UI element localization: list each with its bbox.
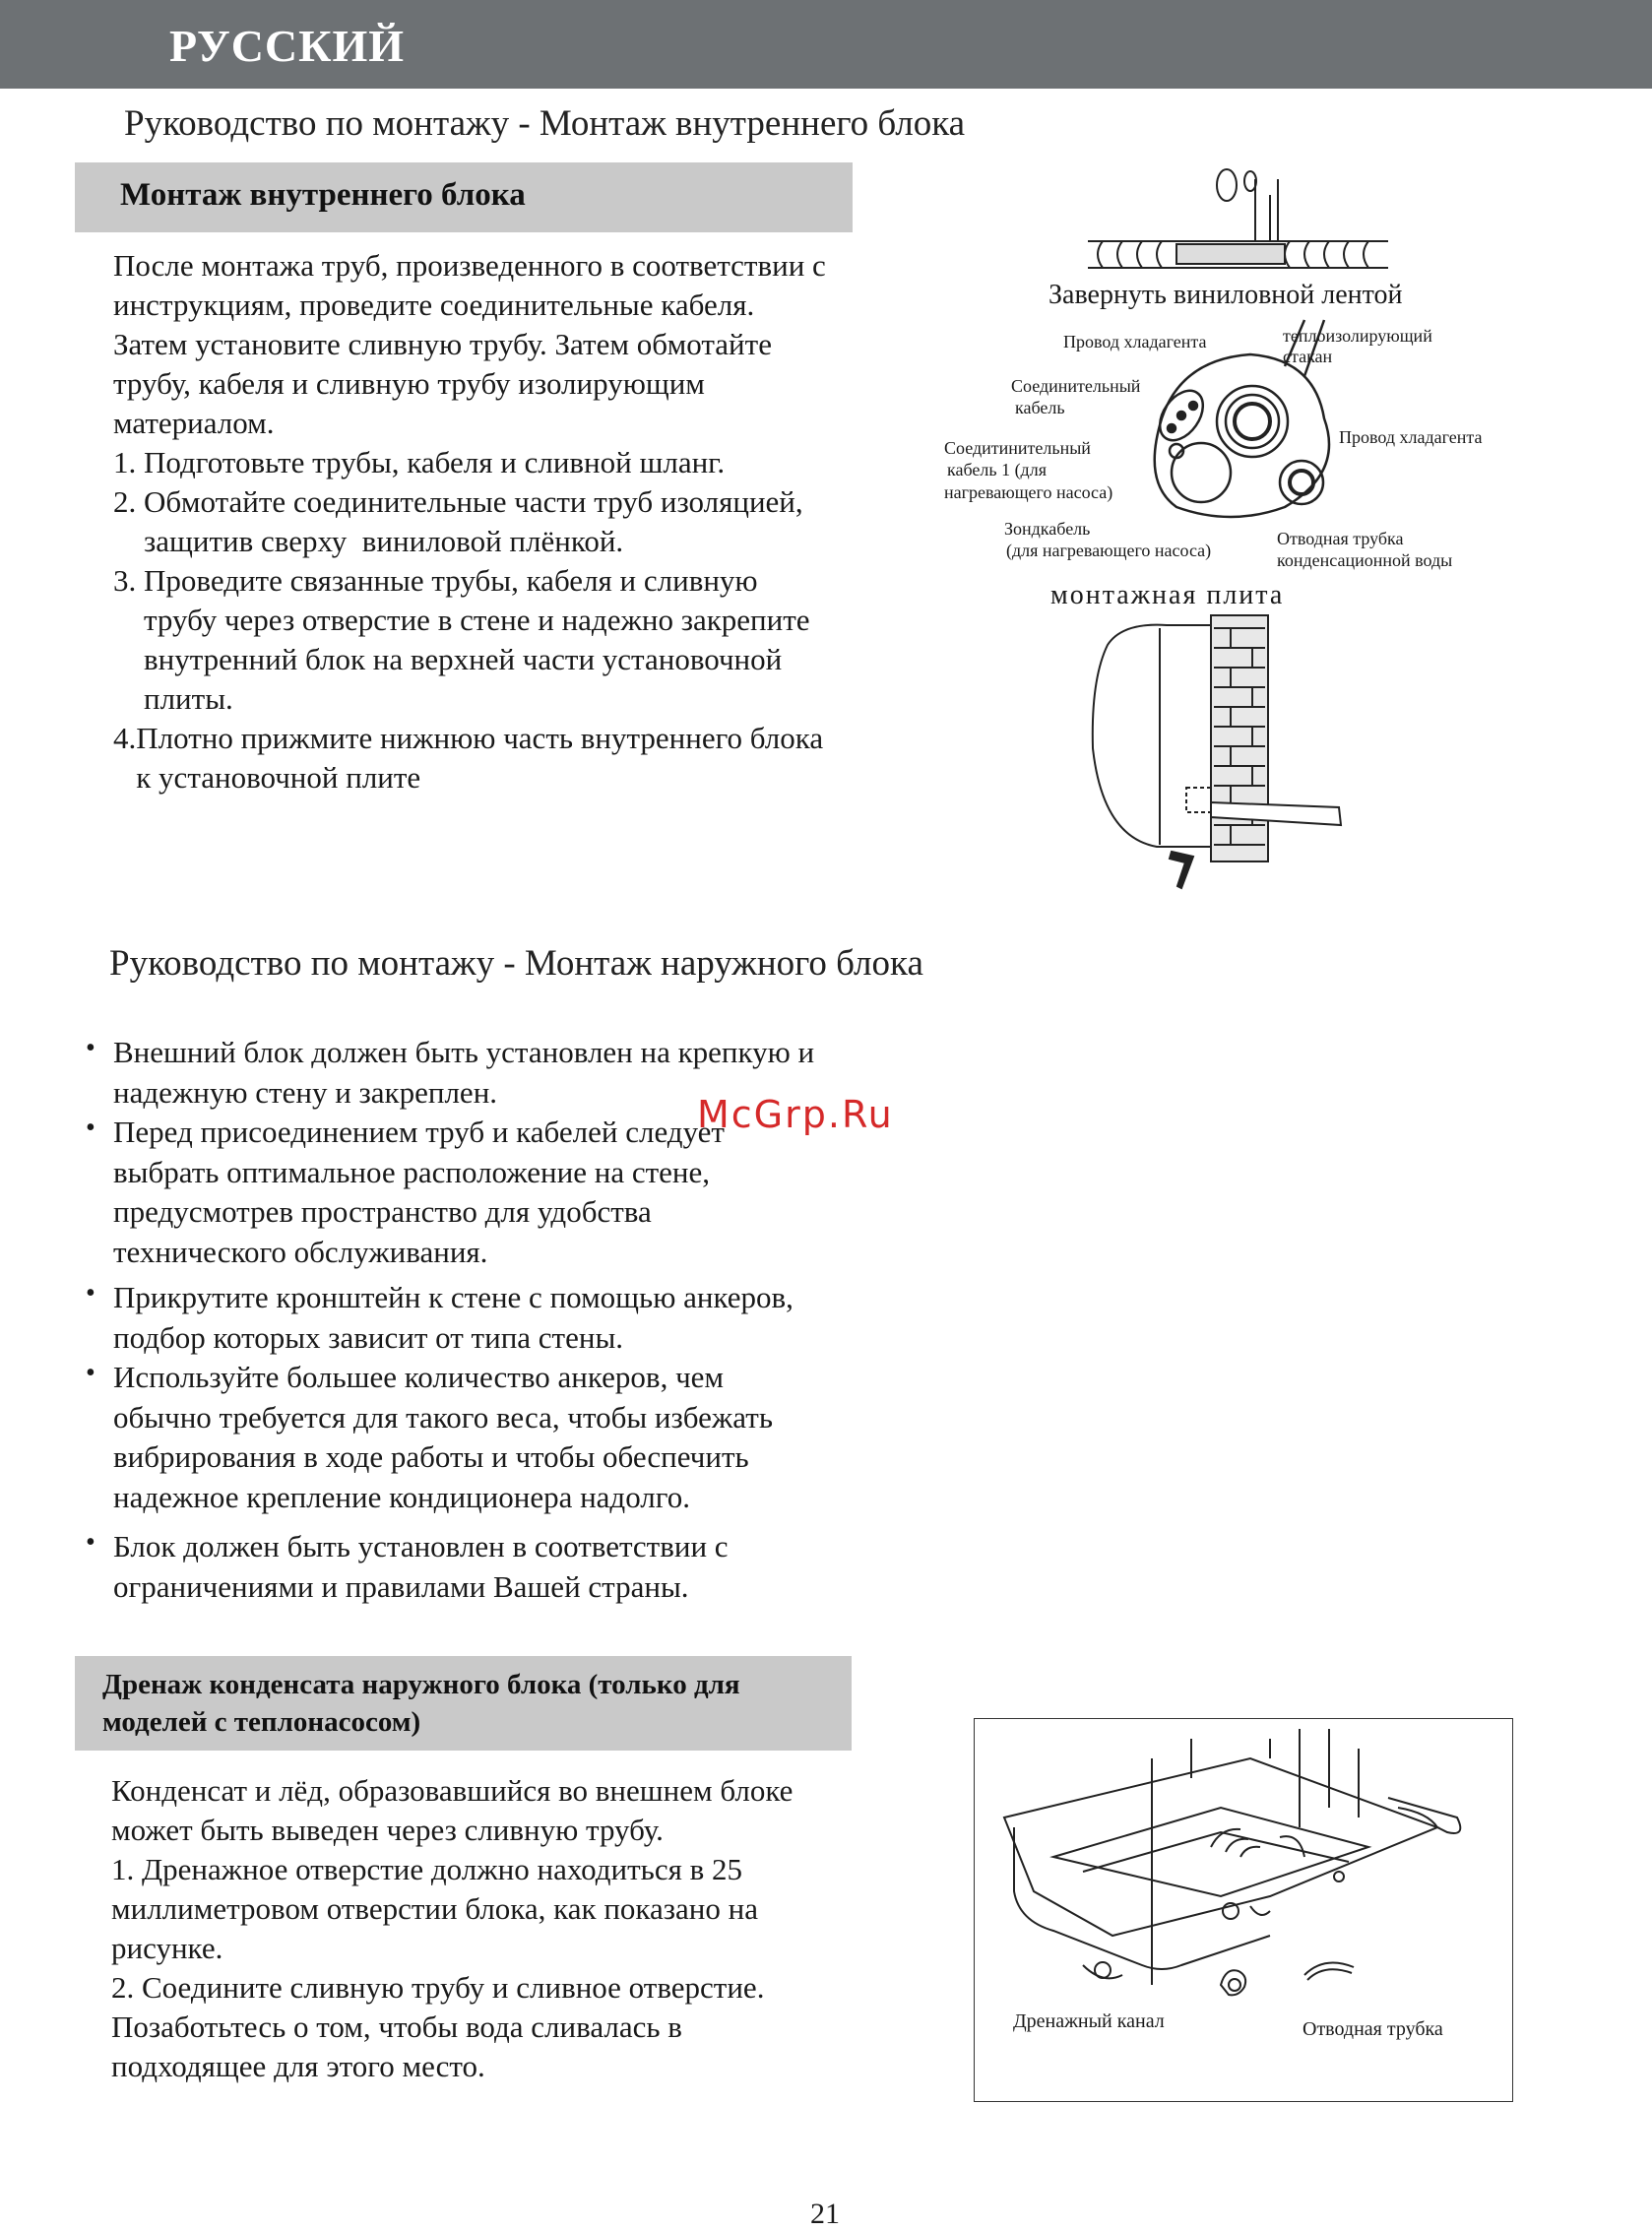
bullet-item bbox=[86, 1278, 814, 1358]
bullet-item bbox=[86, 1113, 814, 1272]
text-line: миллиметровом отверстии блока, как показано на bbox=[111, 1891, 758, 1926]
text-line: Перед присоединением труб и кабелей следует bbox=[113, 1115, 725, 1149]
section2-title: Руководство по монтажу - Монтаж наружного блока bbox=[109, 943, 923, 984]
text-line: защитив сверху виниловой плёнкой. bbox=[113, 524, 624, 558]
text-line: 2. Соедините сливную трубу и сливное отверстие. bbox=[111, 1970, 765, 2005]
text-line: Используйте большее количество анкеров, чем bbox=[113, 1360, 725, 1394]
text-line: 1. Дренажное отверстие должно находиться в 25 bbox=[111, 1852, 742, 1886]
label-drain-channel: Дренажный канал bbox=[1013, 2010, 1165, 2032]
text-line: вибрирования в ходе работы и чтобы обеспечить bbox=[113, 1439, 749, 1474]
text-line: технического обслуживания. bbox=[113, 1234, 488, 1269]
text-line: выбрать оптимальное расположение на стене, bbox=[113, 1154, 710, 1189]
label-conn-cable-1: Соединительный bbox=[1011, 376, 1141, 396]
text-line: Затем установите сливную трубу. Затем обмотайте bbox=[113, 327, 772, 361]
text-line: предусмотрев пространство для удобства bbox=[113, 1194, 652, 1229]
text-line: рисунке. bbox=[111, 1931, 223, 1965]
section3-text bbox=[111, 1771, 793, 2086]
text-line: внутренний блок на верхней части установочной bbox=[113, 642, 783, 676]
text-line: может быть выведен через сливную трубу. bbox=[111, 1813, 664, 1847]
label-drain-1: Отводная трубка bbox=[1277, 529, 1404, 548]
bullet-dot: • bbox=[86, 1278, 95, 1308]
page-number: 21 bbox=[810, 2198, 840, 2230]
box-title-line: Дренаж конденсата наружного блока (только для bbox=[102, 1669, 740, 1700]
text-line: Конденсат и лёд, образовавшийся во внешнем блоке bbox=[111, 1773, 794, 1808]
text-line: надежное крепление кондиционера надолго. bbox=[113, 1479, 690, 1514]
label-insulation-1: теплоизолирующий bbox=[1283, 326, 1432, 346]
box-title-line: моделей с теплонасосом) bbox=[102, 1706, 421, 1738]
text-line: 2. Обмотайте соединительные части труб изоляцией, bbox=[113, 484, 803, 519]
text-line: 1. Подготовьте трубы, кабеля и сливной шланг. bbox=[113, 445, 726, 479]
bullet-item bbox=[86, 1527, 814, 1607]
mounting-plate-label: монтажная плита bbox=[1050, 580, 1285, 610]
text-line: к установочной плите bbox=[113, 760, 421, 795]
bullet-dot: • bbox=[86, 1113, 95, 1143]
label-drain-tube: Отводная трубка bbox=[1303, 2018, 1443, 2040]
language-title: РУССКИЙ bbox=[169, 21, 406, 71]
bullet-item bbox=[86, 1358, 814, 1517]
text-line: После монтажа труб, произведенного в соответствии с bbox=[113, 248, 826, 283]
text-line: Позаботьтесь о том, чтобы вода сливалась в bbox=[111, 2009, 682, 2044]
label-conn-cable-2: кабель bbox=[1015, 398, 1065, 417]
section1-text bbox=[113, 246, 826, 797]
label-probe-1: Зондкабель bbox=[1004, 519, 1091, 539]
text-line: Внешний блок должен быть установлен на крепкую и bbox=[113, 1035, 815, 1069]
label-probe-2: (для нагревающего насоса) bbox=[1006, 541, 1212, 560]
text-line: Блок должен быть установлен в соответствии с bbox=[113, 1529, 729, 1563]
text-line: Прикрутите кронштейн к стене с помощью анкеров, bbox=[113, 1280, 794, 1314]
bullet-dot: • bbox=[86, 1527, 95, 1558]
text-line: 4.Плотно прижмите нижнюю часть внутреннего блока bbox=[113, 721, 824, 755]
text-line: трубу, кабеля и сливную трубу изолирующим bbox=[113, 366, 705, 401]
outdoor-unit-base-illustration bbox=[1004, 1729, 1460, 1995]
text-line: трубу через отверстие в стене и надежно закрепите bbox=[113, 603, 810, 637]
wrap-label: Завернуть виниловной лентой bbox=[1048, 280, 1403, 310]
label-conn-cable1-2: кабель 1 (для bbox=[947, 460, 1047, 479]
text-line: подбор которых зависит от типа стены. bbox=[113, 1319, 624, 1355]
bullet-dot: • bbox=[86, 1033, 95, 1063]
watermark: McGrp.Ru bbox=[697, 1093, 894, 1136]
section1-box-title: Монтаж внутреннего блока bbox=[120, 177, 526, 213]
section3-box-title bbox=[102, 1666, 740, 1741]
bullet-dot: • bbox=[86, 1358, 95, 1388]
label-refrigerant-pipe-top: Провод хладагента bbox=[1063, 332, 1207, 351]
text-line: надежную стену и закреплен. bbox=[113, 1074, 498, 1110]
indoor-unit-wall-illustration bbox=[1093, 615, 1341, 888]
text-line: ограничениями и правилами Вашей страны. bbox=[113, 1568, 689, 1604]
label-conn-cable1-3: нагревающего насоса) bbox=[944, 482, 1113, 502]
label-drain-2: конденсационной воды bbox=[1277, 550, 1453, 570]
text-line: плиты. bbox=[113, 681, 233, 716]
text-line: обычно требуется для такого веса, чтобы избежать bbox=[113, 1399, 773, 1435]
text-line: инструкциям, проведите соединительные кабеля. bbox=[113, 287, 755, 322]
text-line: 3. Проведите связанные трубы, кабеля и сливную bbox=[113, 563, 758, 598]
wrapped-pipe-illustration bbox=[1088, 169, 1388, 268]
text-line: материалом. bbox=[113, 406, 275, 440]
label-refrigerant-pipe-right: Провод хладагента bbox=[1339, 427, 1483, 447]
section1-title: Руководство по монтажу - Монтаж внутреннего блока bbox=[124, 103, 966, 144]
drain-figure bbox=[975, 1719, 1510, 2099]
label-conn-cable1-1: Соедитинительный bbox=[944, 438, 1091, 458]
label-insulation-2: стакан bbox=[1283, 347, 1333, 366]
text-line: подходящее для этого место. bbox=[111, 2049, 485, 2083]
